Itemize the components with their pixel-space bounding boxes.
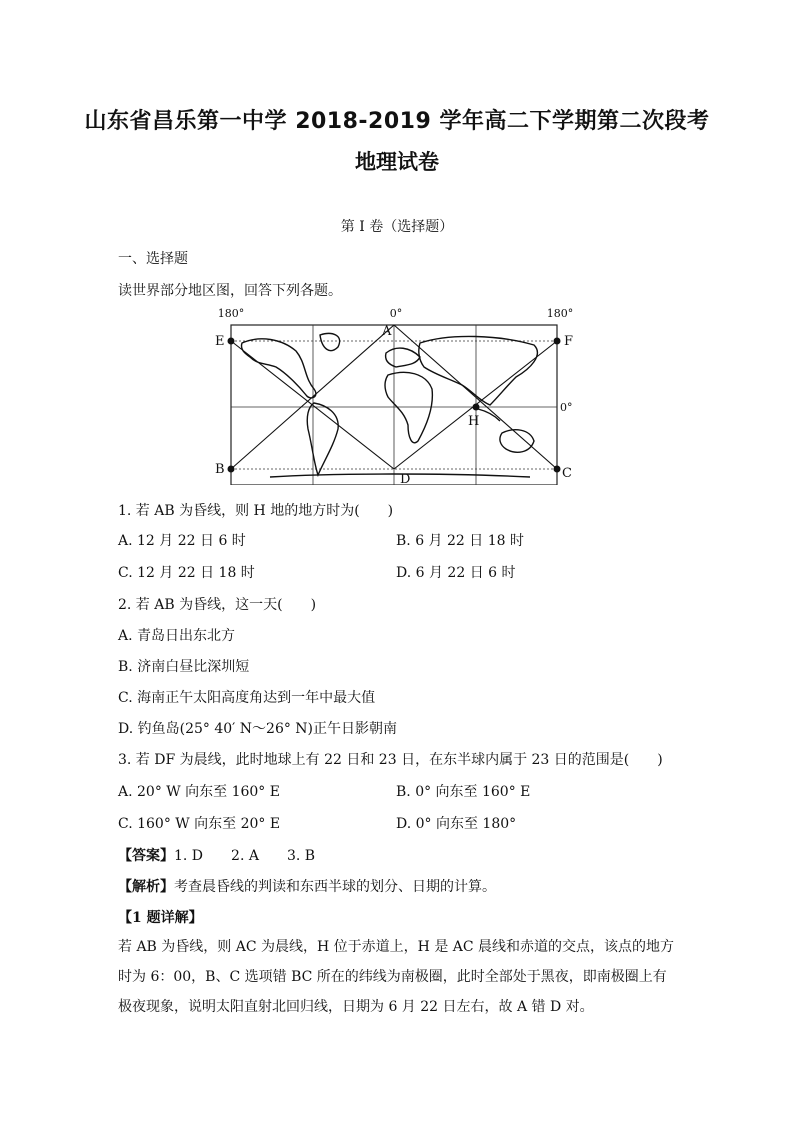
answer-label: 【答案】: [118, 848, 174, 864]
question-3-option-b: B. 0° 向东至 160° E: [396, 784, 531, 800]
label-point-c: C: [562, 466, 572, 481]
question-1-option-d: D. 6 月 22 日 6 时: [396, 565, 516, 581]
question-3-option-a: A. 20° W 向东至 160° E: [118, 784, 280, 800]
question-1-option-a: A. 12 月 22 日 6 时: [118, 533, 246, 549]
label-point-b: B: [215, 462, 225, 477]
analysis-label: 【解析】: [118, 879, 174, 895]
question-3-option-c: C. 160° W 向东至 20° E: [118, 816, 281, 832]
label-point-h: H: [468, 414, 480, 429]
label-point-e: E: [215, 334, 225, 349]
label-point-f: F: [564, 334, 574, 349]
analysis-line: [118, 876, 496, 896]
analysis-text: 考查晨昏线的判读和东西半球的划分、日期的计算。: [174, 879, 496, 895]
world-map-figure: [210, 305, 582, 485]
detail-1-heading: 【1 题详解】: [118, 910, 203, 926]
section-heading: 第 I 卷（选择题）: [340, 219, 454, 235]
question-2-option-b: B. 济南白昼比深圳短: [118, 659, 250, 675]
label-equator: 0°: [560, 401, 573, 414]
label-lon-mid: 0°: [389, 307, 403, 320]
detail-1-paragraph: 若 AB 为昏线，则 AC 为晨线，H 位于赤道上，H 是 AC 晨线和赤道的交点，该点的地方时为 6：00，B、C 选项错 BC 所在的纬线为南极圈，此时全部处于黑夜，即南极圈上有极夜现象，说明太阳直射北回归线，日期为 6 月 22 日左右，故 A 错 D 对。: [118, 939, 675, 1015]
label-lon-left: 180°: [217, 307, 245, 320]
document-title: 山东省昌乐第一中学 2018-2019 学年高二下学期第二次段考: [84, 109, 710, 134]
label-point-d: D: [400, 472, 411, 485]
question-2-option-d: D. 钓鱼岛(25° 40′ N～26° N)正午日影朝南: [118, 721, 398, 737]
question-3-option-d: D. 0° 向东至 180°: [396, 816, 517, 832]
part-heading: 一、选择题: [118, 251, 188, 267]
question-2-option-a: A. 青岛日出东北方: [118, 628, 236, 644]
question-3-stem: 3. 若 DF 为晨线，此时地球上有 22 日和 23 日，在东半球内属于 23 日的范围是( ): [118, 752, 663, 768]
question-1-option-c: C. 12 月 22 日 18 时: [118, 565, 255, 581]
intro-text: 读世界部分地区图，回答下列各题。: [118, 283, 342, 299]
answer-text: 1. D 2. A 3. B: [174, 848, 316, 864]
document-subtitle: 地理试卷: [355, 150, 439, 174]
label-point-a: A: [382, 324, 392, 339]
label-lon-right: 180°: [546, 307, 574, 320]
question-1-option-b: B. 6 月 22 日 18 时: [396, 533, 524, 549]
question-1-stem: 1. 若 AB 为昏线，则 H 地的地方时为( ): [118, 503, 394, 519]
question-2-option-c: C. 海南正午太阳高度角达到一年中最大值: [118, 690, 376, 706]
question-2-stem: 2. 若 AB 为昏线，这一天( ): [118, 597, 317, 613]
answer-line: [118, 845, 315, 865]
